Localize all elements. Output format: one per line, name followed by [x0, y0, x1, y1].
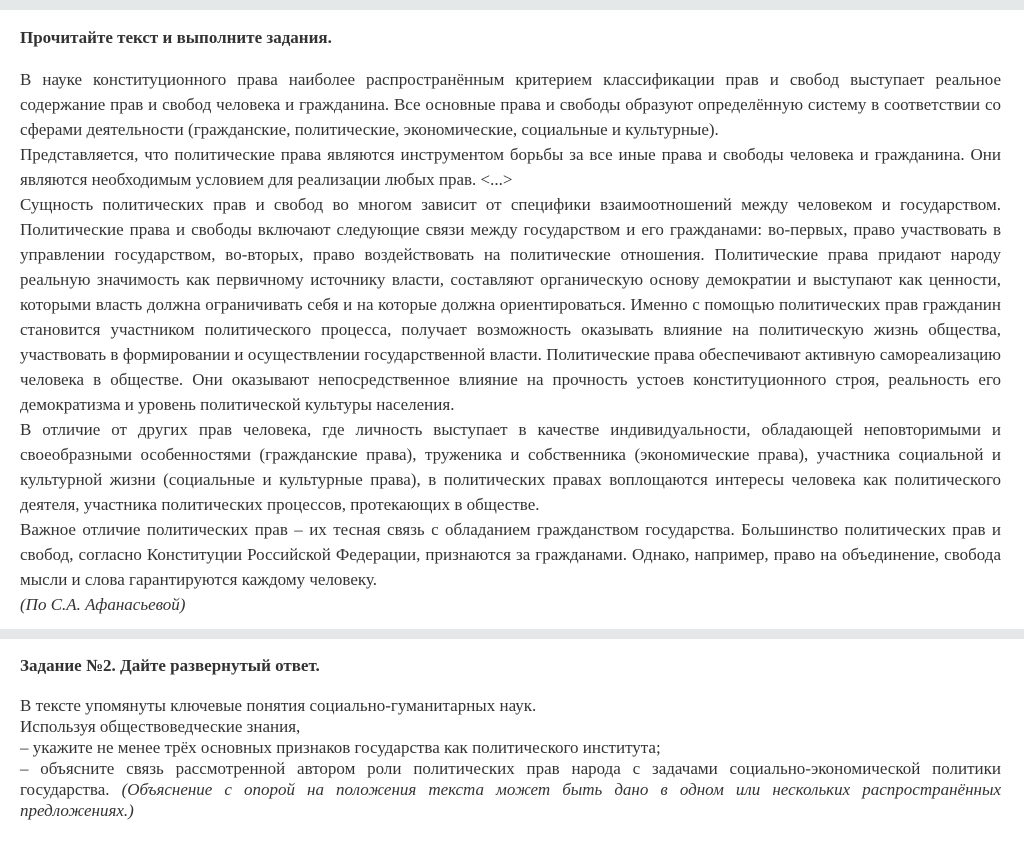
- task-body: [20, 695, 1001, 821]
- task-line-text: – объясните связь рассмотренной автором роли политических прав народа с задачами социально-экономической политики государства.: [20, 759, 1001, 799]
- task-line: [20, 758, 1001, 821]
- passage-text: [20, 67, 1001, 592]
- passage-paragraph: В науке конституционного права наиболее распространённым критерием классификации прав и свобод выступает реальное содержание прав и свобод человека и гражданина. Все основные права и свободы образуют определённую систему в соответствии со сферами деятельности (гражданские, политические, экономические, социальные и культурные).: [20, 70, 1001, 139]
- passage-paragraph: Сущность политических прав и свобод во многом зависит от специфики взаимоотношений между человеком и государством. Политические права и свободы включают следующие связи между государством и его гражданами: во-первых, право участвовать в управлении государством, во-вторых, право воздействовать на политические отношения. Политические права придают народу реальную значимость как первичному источнику власти, составляют органическую основу демократии и выступают как ценности, которыми власть должна ограничивать себя и на которые должна ориентироваться. Именно с помощью политических прав гражданин становится участником политического процесса, получает возможность оказывать влияние на политическую жизнь общества, участвовать в формировании и осуществлении государственной власти. Политические права обеспечивают активную самореализацию человека в обществе. Они оказывают непосредственное влияние на прочность устоев конституционного строя, реальность его демократизма и уровень политической культуры населения.: [20, 195, 1001, 414]
- passage-paragraph: Представляется, что политические права являются инструментом борьбы за все иные права и свободы человека и гражданина. Они являются необходимым условием для реализации любых прав. <...>: [20, 145, 1001, 189]
- passage-paragraph: Важное отличие политических прав – их тесная связь с обладанием гражданством государства. Большинство политических прав и свобод, согласно Конституции Российской Федерации, признаются за гражданами. Однако, например, право на объединение, свобода мысли и слова гарантируются каждому человеку.: [20, 520, 1001, 589]
- reading-section: [20, 28, 1001, 617]
- task-line: Используя обществоведческие знания,: [20, 717, 301, 736]
- instruction-heading: Прочитайте текст и выполните задания.: [20, 28, 332, 47]
- task-line: – укажите не менее трёх основных признаков государства как политического института;: [20, 738, 661, 757]
- section-divider: [0, 629, 1024, 639]
- task-line-note: (Объяснение с опорой на положения текста может быть дано в одном или нескольких распространённых предложениях.): [20, 780, 1001, 820]
- top-divider-bar: [0, 0, 1024, 10]
- task-line: В тексте упомянуты ключевые понятия социально-гуманитарных наук.: [20, 696, 537, 715]
- passage-paragraph: В отличие от других прав человека, где личность выступает в качестве индивидуальности, обладающей неповторимыми и своеобразными особенностями (гражданские права), труженика и собственника (экономические права), участника социальной и культурной жизни (социальные и культурные права), в политических правах воплощаются интересы человека как политического деятеля, участника политических процессов, протекающих в обществе.: [20, 420, 1001, 514]
- passage-source: (По С.А. Афанасьевой): [20, 595, 186, 614]
- task-heading: Задание №2. Дайте развернутый ответ.: [20, 656, 320, 675]
- task-section: [20, 656, 1001, 821]
